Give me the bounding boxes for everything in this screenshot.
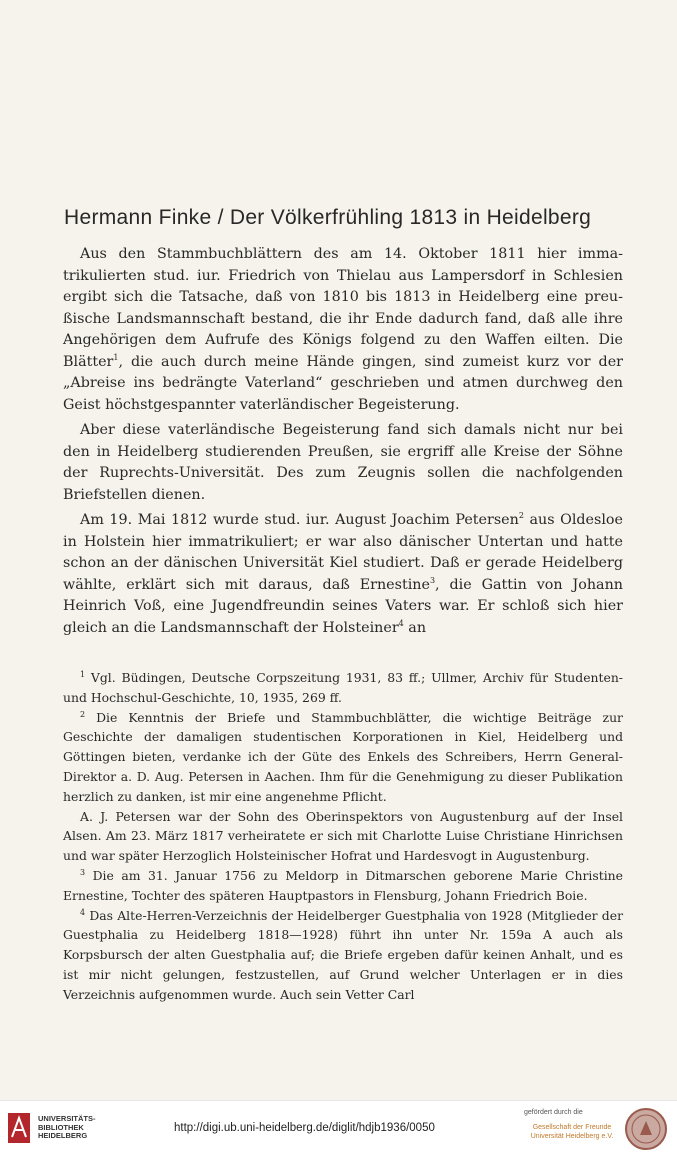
body-text: , die Gattin von Johann Heinrich Voß, eine Jugendfreundin seines Vaters war. Er schloß sich hier gleich an die Landsmannschaft der Holsteiner bbox=[63, 576, 623, 636]
footnote-2 bbox=[63, 708, 623, 807]
body-text: an bbox=[403, 619, 427, 636]
footnote-3 bbox=[63, 866, 623, 906]
university-seal-icon[interactable] bbox=[624, 1107, 668, 1151]
article-title: Hermann Finke / Der Völkerfrühling 1813 in Heidelberg bbox=[64, 206, 592, 229]
ub-line: BIBLIOTHEK bbox=[38, 1122, 84, 1132]
sponsor-line: Universität Heidelberg e.V. bbox=[530, 1133, 614, 1140]
sponsor-name[interactable] bbox=[524, 1123, 620, 1141]
footnote-mark: 4 bbox=[80, 907, 86, 917]
university-library-name[interactable] bbox=[38, 1115, 96, 1141]
body-text: Am 19. Mai 1812 wurde stud. iur. August Joachim Petersen bbox=[80, 512, 519, 528]
footnote-text: Die am 31. Januar 1756 zu Meldorp in Ditmarschen geborene Marie Christine Ernestine, Tochter des späteren Hauptpastors in Flensburg, Johann Friedrich Boie. bbox=[63, 867, 623, 903]
body-text: , die auch durch meine Hände gingen, sind zumeist kurz vor der „Abreise ins bedrängte Vaterland“ geschrieben und atmen durchweg den Geist höchstgespannter vaterländischer Begeisterung. bbox=[63, 353, 623, 413]
university-library-logo-icon[interactable] bbox=[8, 1113, 30, 1143]
footnote-text: Vgl. Büdingen, Deutsche Corpszeitung 1931, 83 ff.; Ullmer, Archiv für Studenten- und Hochschul-Geschichte, 10, 1935, 269 ff. bbox=[63, 670, 623, 705]
body-paragraph-2: Aber diese vaterländische Begeisterung fand sich damals nicht nur bei den in Heidelberg studierenden Preußen, sie ergriff alle Kreise der Söhne der Ruprechts-Universität. Des zum Zeugnis sollen die nachfolgenden Briefstellen dienen. bbox=[63, 422, 623, 503]
footnote-ref[interactable]: 1 bbox=[113, 352, 119, 362]
permalink-url[interactable]: http://digi.ub.uni-heidelberg.de/diglit/hdjb1936/0050 bbox=[174, 1122, 435, 1134]
article-body bbox=[63, 244, 623, 639]
footnote-2-continued: A. J. Petersen war der Sohn des Oberinspektors von Augustenburg auf der Insel Alsen. Am 23. März 1817 verheiratete er sich mit Charlotte Luise Christiane Hinrichsen und war später Herzoglich Holsteinischer Hofrat und Hardesvogt in Augustenburg. bbox=[63, 808, 623, 864]
footnotes bbox=[63, 668, 623, 1005]
body-text: Aus den Stammbuchblättern des am 14. Oktober 1811 hier immatrikulierten stud. iur. Friedrich von Thielau aus Lampersdorf in Schlesien ergibt sich die Tatsache, daß von 1810 bis 1813 in Heidelberg eine preußische Landsmannschaft bestand, die ihr Ende dadurch fand, daß alle ihre Angehörigen dem Aufrufe des Königs folgend zu den Waffen eilten. Die Blätter bbox=[63, 246, 623, 370]
body-paragraph-1 bbox=[63, 244, 623, 416]
footnote-text: Das Alte-Herren-Verzeichnis der Heidelberger Guestphalia von 1928 (Mitglieder der Guestphalia zu Heidelberg 1818—1928) führt ihn unter Nr. 159a A auch als Korpsbursch der alten Guestphalia auf; die Briefe ergeben dafür keinen Anhalt, und es ist mir nicht gelungen, festzustellen, auf Grund welcher Unterlagen er in dies Verzeichnis aufgenommen wurde. Auch sein Vetter Carl bbox=[63, 907, 623, 1002]
viewer-footer bbox=[0, 1100, 677, 1157]
sponsor-line: Gesellschaft der Freunde bbox=[532, 1124, 612, 1131]
footnote-mark: 1 bbox=[80, 669, 86, 679]
funded-by-label: gefördert durch die bbox=[524, 1109, 583, 1116]
body-paragraph-3 bbox=[63, 510, 623, 639]
footnote-text: Die Kenntnis der Briefe und Stammbuchblätter, die wichtige Beiträge zur Geschichte der damaligen studentischen Korporationen in Kiel, Heidelberg und Göttingen bieten, verdanke ich der Güte des Enkels des Schreibers, Herrn General-Direktor a. D. Aug. Petersen in Aachen. Ihm für die Genehmigung zu dieser Publikation herzlich zu danken, ist mir eine angenehme Pflicht. bbox=[63, 709, 623, 804]
footnote-4 bbox=[63, 906, 623, 1005]
body-text: aus Oldesloe in Holstein hier immatrikuliert; er war also dänischer Untertan und hatte schon an der dänischen Universität Kiel studiert. Daß er gerade Heidelberg wählte, erklärt sich mit daraus, daß Ernestine bbox=[63, 512, 623, 593]
footnote-1 bbox=[63, 668, 623, 708]
footnote-mark: 3 bbox=[80, 867, 86, 877]
footnote-mark: 2 bbox=[80, 709, 86, 719]
ub-line: UNIVERSITÄTS- bbox=[38, 1114, 96, 1123]
footnote-ref[interactable]: 3 bbox=[429, 575, 436, 585]
ub-line: HEIDELBERG bbox=[38, 1131, 88, 1140]
footnote-ref[interactable]: 4 bbox=[398, 618, 404, 628]
footnote-ref[interactable]: 2 bbox=[518, 511, 524, 521]
